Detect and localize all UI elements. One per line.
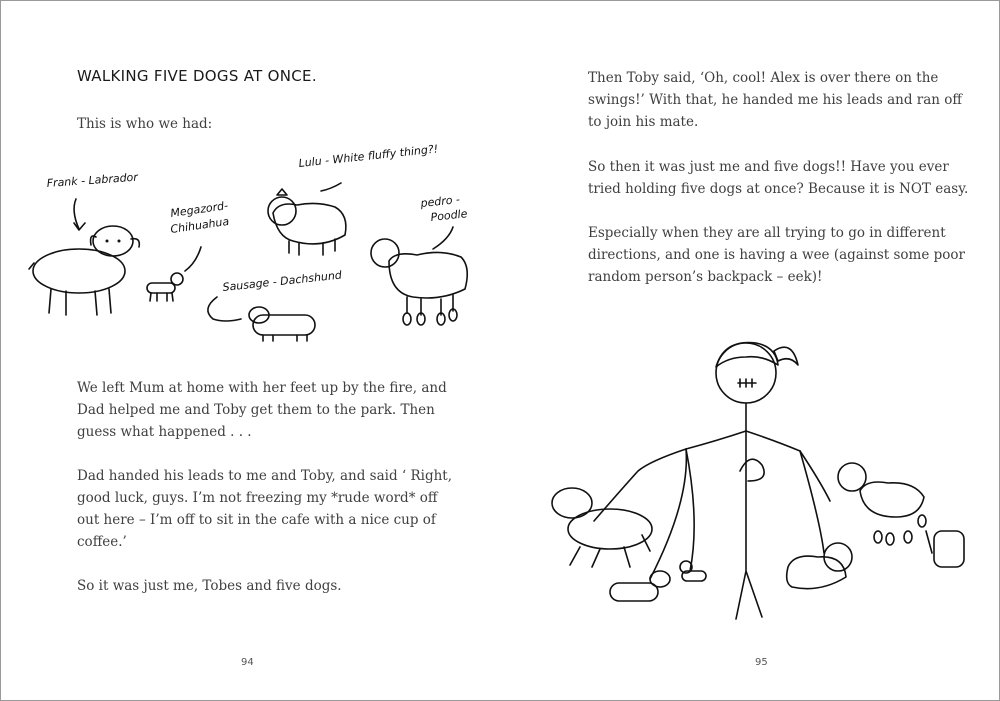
label-sausage: Sausage - Dachshund: [221, 268, 343, 294]
label-lulu: Lulu - White fluffy thing?!: [297, 142, 439, 170]
labrador-on-lead: [552, 488, 652, 567]
frank-labrador-drawing: [29, 199, 139, 315]
right-page: [500, 1, 999, 700]
label-megazord-2: Chihuahua: [169, 214, 230, 236]
backpack-drawing: [926, 531, 964, 567]
right-paragraph-1: Then Toby said, ‘Oh, cool! Alex is over there on the swings!’ With that, he handed me his leads and ran off to join his mate.: [588, 70, 963, 130]
left-paragraph-2: Dad handed his leads to me and Toby, and said ‘ Right, good luck, guys. I’m not freezing my *rude word* off out here – I’m off to sit in the cafe with a nice cup of coffee.’: [77, 468, 453, 550]
page-number-left: 94: [241, 657, 254, 668]
page-number-right: 95: [755, 657, 768, 668]
label-frank: Frank - Labrador: [46, 170, 139, 190]
left-page: [1, 1, 500, 700]
dachshund-on-lead: [610, 571, 670, 601]
label-pedro-1: pedro -: [419, 192, 461, 210]
chihuahua-on-lead: [680, 561, 706, 581]
megazord-chihuahua-drawing: [147, 247, 201, 301]
label-megazord-1: Megazord-: [169, 199, 229, 220]
poodle-on-lead: [838, 463, 926, 545]
right-paragraph-2: So then it was just me and five dogs!! Have you ever tried holding five dogs at once? Because it is NOT easy.: [588, 159, 969, 197]
intro-text: This is who we had:: [77, 116, 213, 132]
right-paragraph-3: Especially when they are all trying to go in different directions, and one is having a wee (against some poor random person’s backpack – eek)!: [588, 225, 965, 285]
lulu-fluffy-drawing: [268, 183, 346, 255]
fluffy-on-lead: [787, 543, 852, 589]
left-paragraph-3: So it was just me, Tobes and five dogs.: [77, 578, 342, 594]
page-heading: WALKING FIVE DOGS AT ONCE.: [77, 67, 317, 85]
girl-stick-figure: [686, 343, 800, 620]
label-pedro-2: Poodle: [429, 207, 469, 224]
dogs-illustration: [1, 1, 500, 361]
left-paragraph-1: We left Mum at home with her feet up by the fire, and Dad helped me and Toby get them to the park. Then guess what happened . . .: [77, 380, 447, 440]
pedro-poodle-drawing: [371, 227, 467, 325]
girl-walking-dogs-illustration: [500, 321, 999, 651]
sausage-dachshund-drawing: [208, 297, 315, 341]
